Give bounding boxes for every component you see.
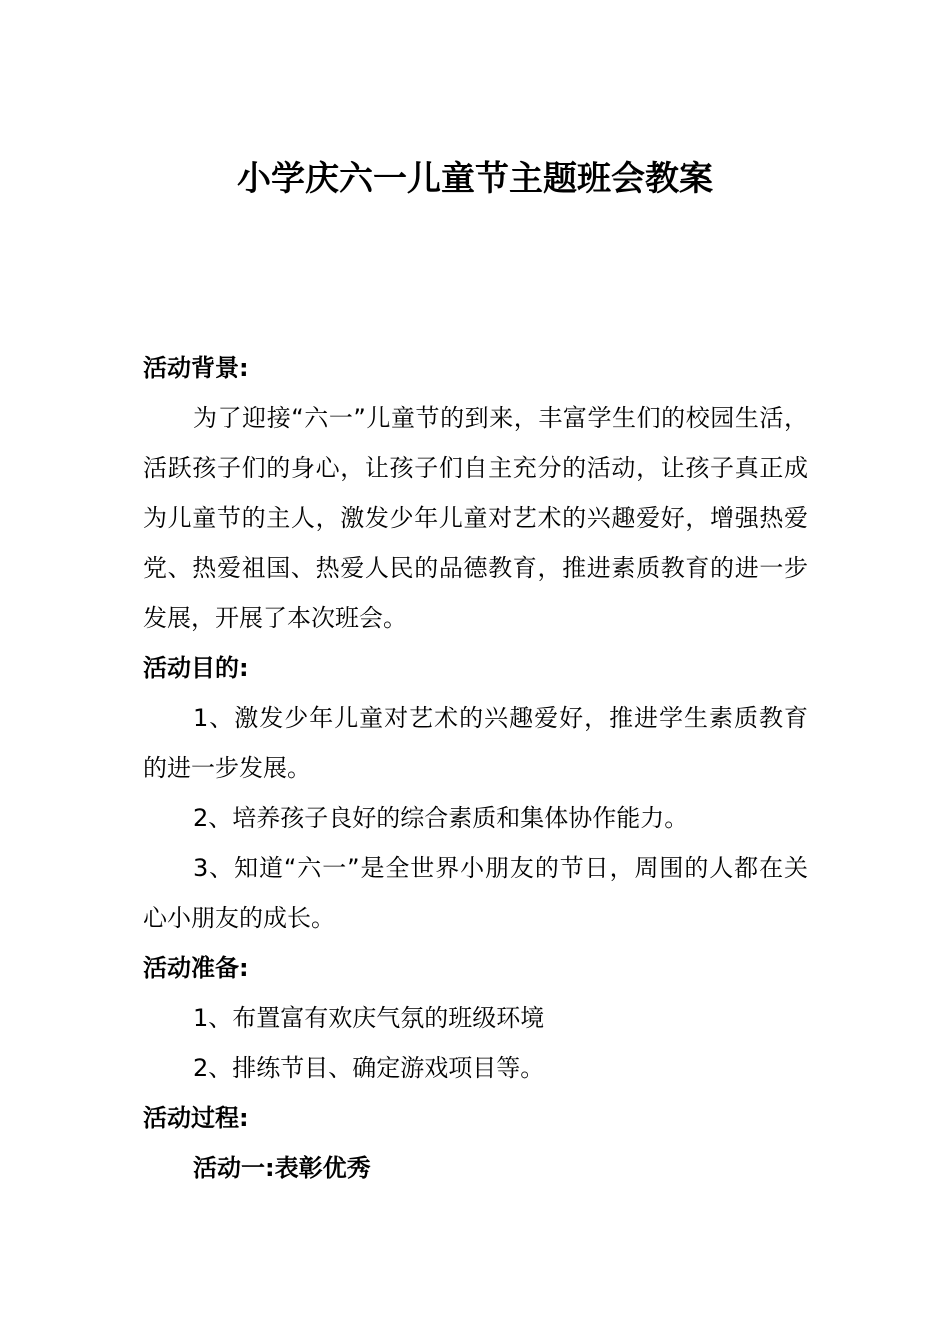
preparation-item-2: 2、排练节目、确定游戏项目等。 <box>193 1054 545 1082</box>
background-paragraph: 为了迎接“六一”儿童节的到来，丰富学生们的校园生活，活跃孩子们的身心，让孩子们自主充分的活动，让孩子真正成为儿童节的主人，激发少年儿童对艺术的兴趣爱好，增强热爱党、热爱祖国、热爱人民的品德教育，推进素质教育的进一步发展，开展了本次班会。 <box>143 404 808 632</box>
section-heading-background: 活动背景: <box>143 354 249 382</box>
goal-item-3: 3、知道“六一”是全世界小朋友的节日，周围的人都在关心小朋友的成长。 <box>143 854 808 932</box>
goal-item-1: 1、激发少年儿童对艺术的兴趣爱好，推进学生素质教育的进一步发展。 <box>143 704 808 782</box>
document-title: 小学庆六一儿童节主题班会教案 <box>237 159 713 199</box>
section-heading-goals: 活动目的: <box>143 654 249 682</box>
section-heading-process: 活动过程: <box>143 1104 249 1132</box>
goal-item-2: 2、培养孩子良好的综合素质和集体协作能力。 <box>193 804 689 832</box>
section-heading-preparation: 活动准备: <box>143 954 249 982</box>
document-body <box>143 343 808 1193</box>
process-sub-heading: 活动一:表彰优秀 <box>193 1154 371 1182</box>
preparation-item-1: 1、布置富有欢庆气氛的班级环境 <box>193 1004 545 1032</box>
